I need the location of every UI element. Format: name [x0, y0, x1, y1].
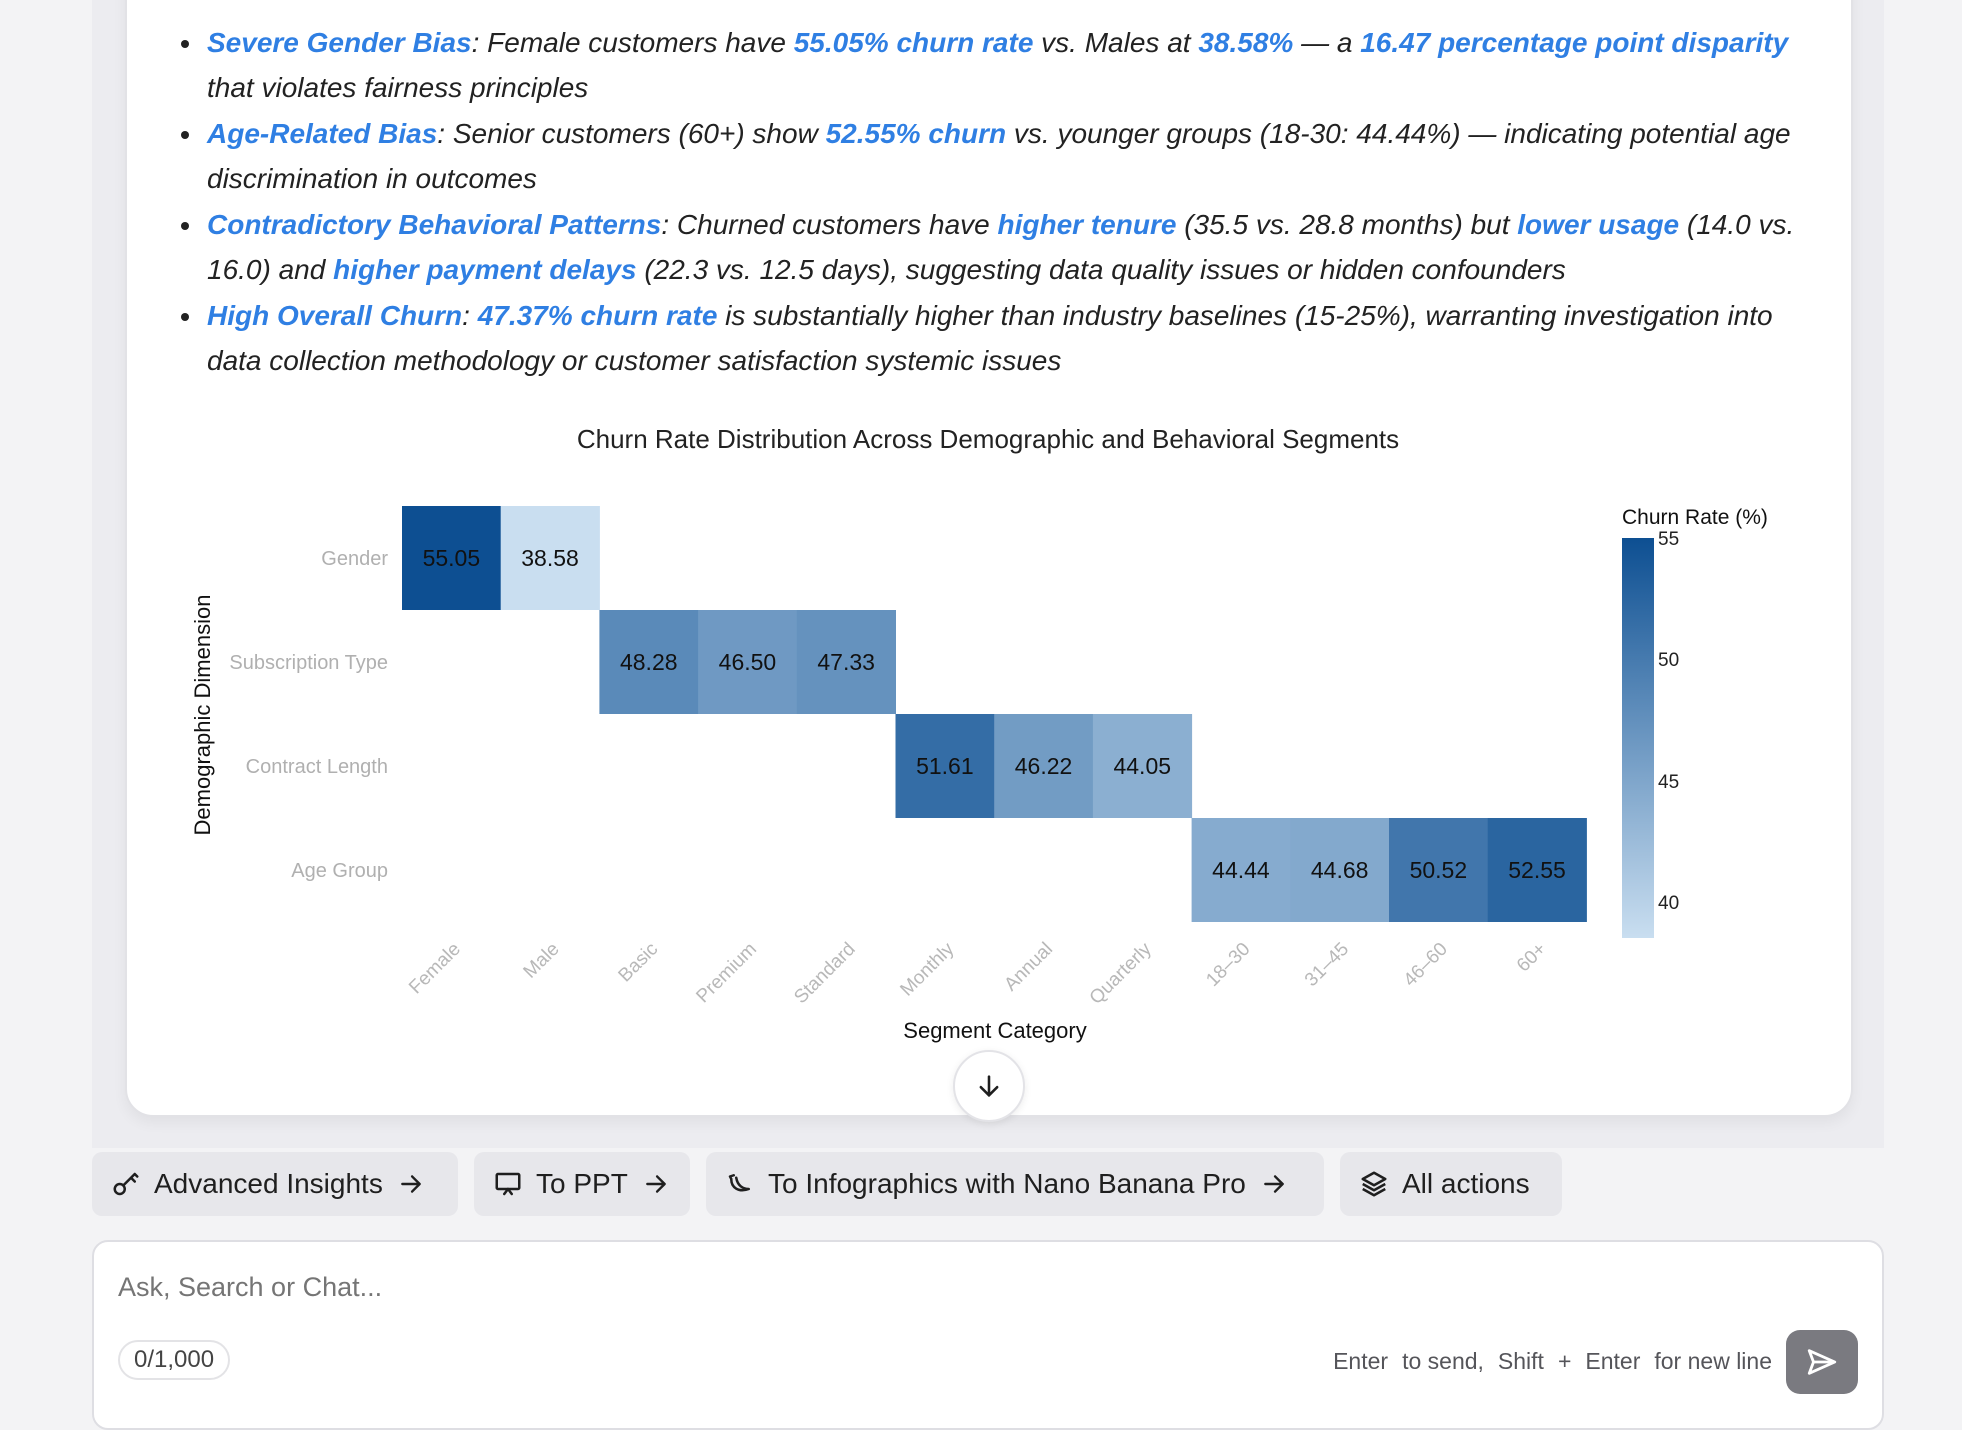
- cell-value: 44.68: [1310, 857, 1369, 883]
- column-label: Basic: [614, 938, 663, 987]
- colorbar-title: Churn Rate (%): [1622, 506, 1768, 529]
- finding-item: [207, 20, 1807, 110]
- finding-text: that violates fairness principles: [207, 72, 589, 103]
- arrow-right-icon: [640, 1168, 672, 1200]
- highlight-text: 55.05% churn rate: [793, 27, 1034, 58]
- scroll-down-button[interactable]: [953, 1050, 1025, 1122]
- highlight-text: High Overall Churn: [207, 300, 463, 331]
- findings-list: [207, 20, 1807, 384]
- highlight-text: 16.47 percentage point disparity: [1360, 27, 1789, 58]
- send-icon: [1805, 1345, 1839, 1379]
- y-axis-label: Demographic Dimension: [190, 594, 215, 836]
- finding-text: is substantially higher than industry baselines (15-25%), warranting investigation into data collection methodology or customer satisfaction systemic issues: [207, 300, 1773, 376]
- finding-item: [207, 111, 1807, 201]
- column-label: 46–60: [1399, 938, 1452, 991]
- column-label: Female: [405, 938, 465, 999]
- highlight-text: 52.55% churn: [825, 118, 1007, 149]
- presentation-icon: [492, 1168, 524, 1200]
- chat-composer: [92, 1240, 1884, 1430]
- chip-label: All actions: [1402, 1168, 1530, 1199]
- finding-text: — a: [1293, 27, 1361, 58]
- row-label: Contract Length: [245, 756, 388, 778]
- hint-text: for new line: [1654, 1348, 1772, 1374]
- cell-value: 44.44: [1212, 857, 1270, 883]
- finding-item: [207, 293, 1807, 383]
- row-label: Subscription Type: [229, 652, 388, 674]
- x-axis-label: Segment Category: [903, 1018, 1087, 1043]
- cell-value: 46.50: [718, 649, 777, 675]
- hint-key: Shift: [1497, 1348, 1544, 1374]
- keyboard-hint: [1333, 1348, 1772, 1375]
- row-label: Age Group: [291, 860, 388, 882]
- arrow-right-icon: [1258, 1168, 1290, 1200]
- colorbar: [1622, 538, 1654, 938]
- banana-icon: [724, 1168, 756, 1200]
- hint-text: +: [1557, 1348, 1572, 1374]
- hint-key: Enter: [1585, 1348, 1641, 1374]
- colorbar-tick: 40: [1658, 893, 1680, 914]
- column-label: Premium: [692, 938, 761, 1008]
- column-label: Quarterly: [1085, 938, 1156, 1009]
- column-label: 60+: [1512, 938, 1551, 977]
- column-label: Annual: [1000, 938, 1058, 996]
- row-label: Gender: [321, 548, 388, 570]
- send-button[interactable]: [1786, 1330, 1858, 1394]
- highlight-text: higher tenure: [997, 209, 1177, 240]
- highlight-text: Age-Related Bias: [207, 118, 438, 149]
- layers-icon: [1358, 1168, 1390, 1200]
- char-counter: 0/1,000: [118, 1340, 230, 1380]
- hint-text: to send,: [1402, 1348, 1484, 1374]
- all-actions-button[interactable]: [1340, 1152, 1562, 1216]
- column-label: Male: [519, 938, 564, 983]
- chip-label: Advanced Insights: [154, 1168, 383, 1199]
- finding-text: : Senior customers (60+) show: [437, 118, 826, 149]
- finding-text: vs. Males at: [1033, 27, 1199, 58]
- churn-heatmap: [0, 400, 1962, 1060]
- cell-value: 52.55: [1508, 857, 1566, 883]
- cell-value: 55.05: [422, 545, 481, 571]
- cell-value: 46.22: [1014, 753, 1073, 779]
- finding-text: (35.5 vs. 28.8 months) but: [1176, 209, 1518, 240]
- key-icon: [110, 1168, 142, 1200]
- column-label: Monthly: [896, 938, 959, 1001]
- finding-text: :: [462, 300, 478, 331]
- chip-label: To PPT: [536, 1168, 628, 1199]
- cell-value: 38.58: [521, 545, 579, 571]
- cell-value: 48.28: [619, 649, 678, 675]
- hint-key: Enter: [1333, 1348, 1389, 1374]
- chart-title: Churn Rate Distribution Across Demographic and Behavioral Segments: [576, 424, 1400, 454]
- column-label: Standard: [790, 938, 860, 1009]
- column-label: 18–30: [1202, 938, 1255, 991]
- arrow-down-icon: [975, 1072, 1003, 1100]
- colorbar-tick: 55: [1658, 529, 1680, 550]
- chip-label: To Infographics with Nano Banana Pro: [768, 1168, 1246, 1199]
- colorbar-tick: 45: [1658, 772, 1680, 793]
- to-infographics-button[interactable]: [706, 1152, 1324, 1216]
- highlight-text: 38.58%: [1198, 27, 1294, 58]
- highlight-text: Contradictory Behavioral Patterns: [207, 209, 662, 240]
- finding-text: : Female customers have: [471, 27, 794, 58]
- cell-value: 47.33: [817, 649, 875, 675]
- chat-input[interactable]: [118, 1272, 1318, 1303]
- advanced-insights-button[interactable]: [92, 1152, 458, 1216]
- highlight-text: Severe Gender Bias: [207, 27, 472, 58]
- cell-value: 51.61: [916, 753, 974, 779]
- column-label: 31–45: [1300, 938, 1354, 991]
- arrow-right-icon: [395, 1168, 427, 1200]
- finding-item: [207, 202, 1807, 292]
- highlight-text: lower usage: [1517, 209, 1680, 240]
- cell-value: 44.05: [1113, 753, 1172, 779]
- to-ppt-button[interactable]: [474, 1152, 690, 1216]
- finding-text: (14.0 vs. 16.0) and: [207, 209, 1795, 285]
- highlight-text: 47.37% churn rate: [477, 300, 718, 331]
- finding-text: vs. younger groups (18-30: 44.44%) — indicating potential age discrimination in outcomes: [207, 118, 1791, 194]
- highlight-text: higher payment delays: [333, 254, 637, 285]
- finding-text: : Churned customers have: [661, 209, 998, 240]
- finding-text: (22.3 vs. 12.5 days), suggesting data quality issues or hidden confounders: [636, 254, 1566, 285]
- cell-value: 50.52: [1409, 857, 1468, 883]
- colorbar-tick: 50: [1658, 650, 1680, 671]
